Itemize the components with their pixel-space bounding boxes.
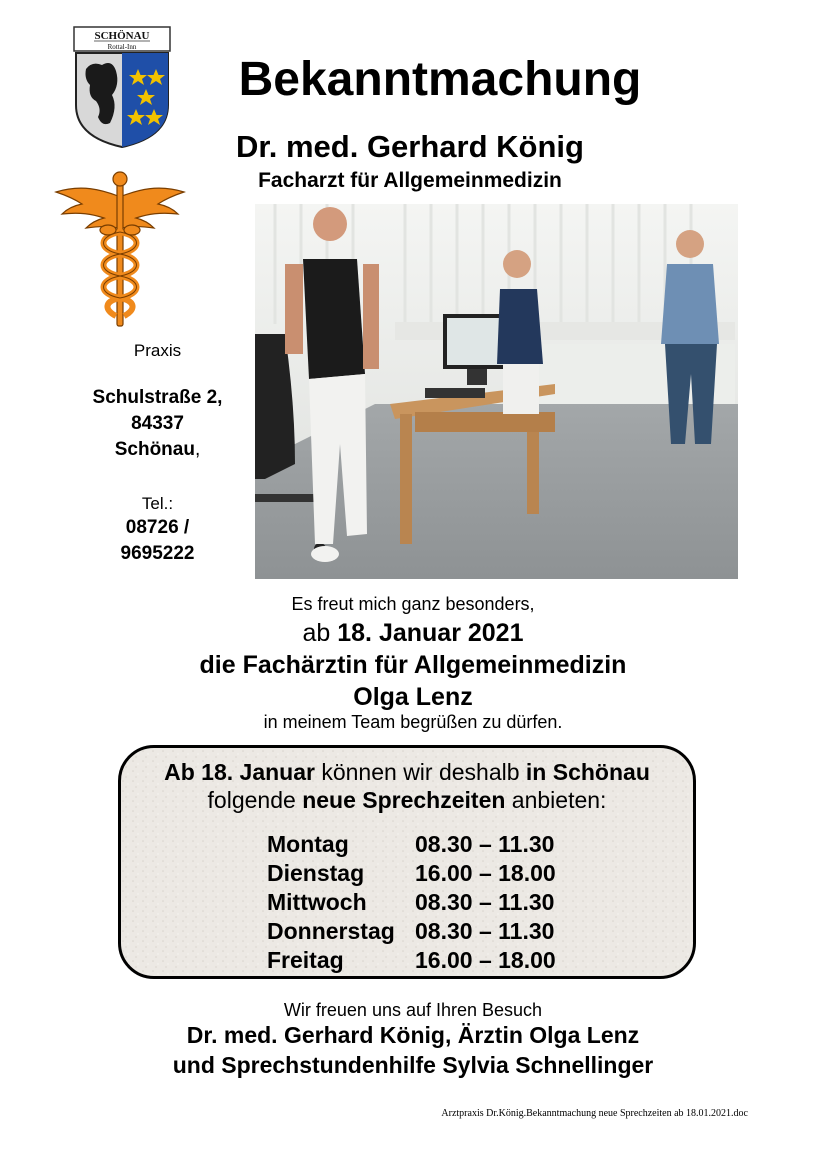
practice-city-suffix: , <box>194 439 201 460</box>
schedule-time: 08.30 – 11.30 <box>415 918 555 944</box>
schedule-day: Dienstag <box>267 860 365 886</box>
specialist-title: die Fachärztin für Allgemeinmedizin <box>199 651 627 679</box>
start-date: 18. Januar 2021 <box>337 619 524 647</box>
specialist-name: Olga Lenz <box>353 683 473 711</box>
crest-sub-text: Rottal-Inn <box>107 43 137 51</box>
crest-title-text: SCHÖNAU <box>94 30 150 42</box>
caduceus-icon <box>52 170 188 328</box>
tel-number-line1: 08726 / <box>125 517 190 538</box>
schedule-time: 16.00 – 18.00 <box>415 860 556 886</box>
schedule-row <box>267 888 556 917</box>
schedule-list <box>267 830 556 975</box>
practice-zip: 84337 <box>131 413 184 434</box>
schedule-day: Montag <box>267 831 349 857</box>
practice-info <box>60 340 255 567</box>
schedule-day: Donnerstag <box>267 918 395 944</box>
schedule-row <box>267 830 556 859</box>
office-hours-box <box>118 745 696 979</box>
tel-label: Tel.: <box>141 494 174 513</box>
intro-text: Es freut mich ganz besonders, <box>291 594 535 614</box>
doctor-name: Dr. med. Gerhard König <box>236 129 584 164</box>
practice-city: Schönau <box>114 439 195 460</box>
schedule-time: 16.00 – 18.00 <box>415 947 556 973</box>
hours-intro-line2 <box>121 786 693 814</box>
schedule-row <box>267 859 556 888</box>
practice-label: Praxis <box>133 341 182 360</box>
schedule-row <box>267 946 556 975</box>
schedule-time: 08.30 – 11.30 <box>415 889 555 915</box>
hours-date: Ab 18. Januar <box>164 759 315 785</box>
closing-signature-line2: und Sprechstundenhilfe Sylvia Schnellinger <box>172 1052 654 1078</box>
document-filename-footer: Arztpraxis Dr.König.Bekanntmachung neue Sprechzeiten ab 18.01.2021.doc <box>441 1108 748 1119</box>
closing-text: Wir freuen uns auf Ihren Besuch <box>283 1000 543 1020</box>
hours-intro-line1 <box>121 758 693 786</box>
doctor-specialty: Facharzt für Allgemeinmedizin <box>258 169 562 192</box>
page-title: Bekanntmachung <box>238 53 642 106</box>
tel-number-line2: 9695222 <box>120 543 195 564</box>
schoenau-crest-logo <box>72 25 172 150</box>
team-photo <box>255 204 738 579</box>
date-prefix: ab <box>302 619 338 647</box>
hours-new-times: neue Sprechzeiten <box>302 787 506 813</box>
schedule-day: Freitag <box>267 947 344 973</box>
hours-intro-prefix: folgende <box>207 787 303 813</box>
hours-intro-suffix: anbieten: <box>505 787 607 813</box>
closing-signature-line1: Dr. med. Gerhard König, Ärztin Olga Lenz <box>186 1022 640 1048</box>
start-date-line <box>0 617 826 649</box>
practice-street: Schulstraße 2, <box>92 387 223 408</box>
welcome-text: in meinem Team begrüßen zu dürfen. <box>263 712 563 732</box>
schedule-time: 08.30 – 11.30 <box>415 831 555 857</box>
hours-intro-text: können wir deshalb <box>314 759 526 785</box>
hours-location: in Schönau <box>525 759 650 785</box>
schedule-row <box>267 917 556 946</box>
schedule-day: Mittwoch <box>267 889 367 915</box>
